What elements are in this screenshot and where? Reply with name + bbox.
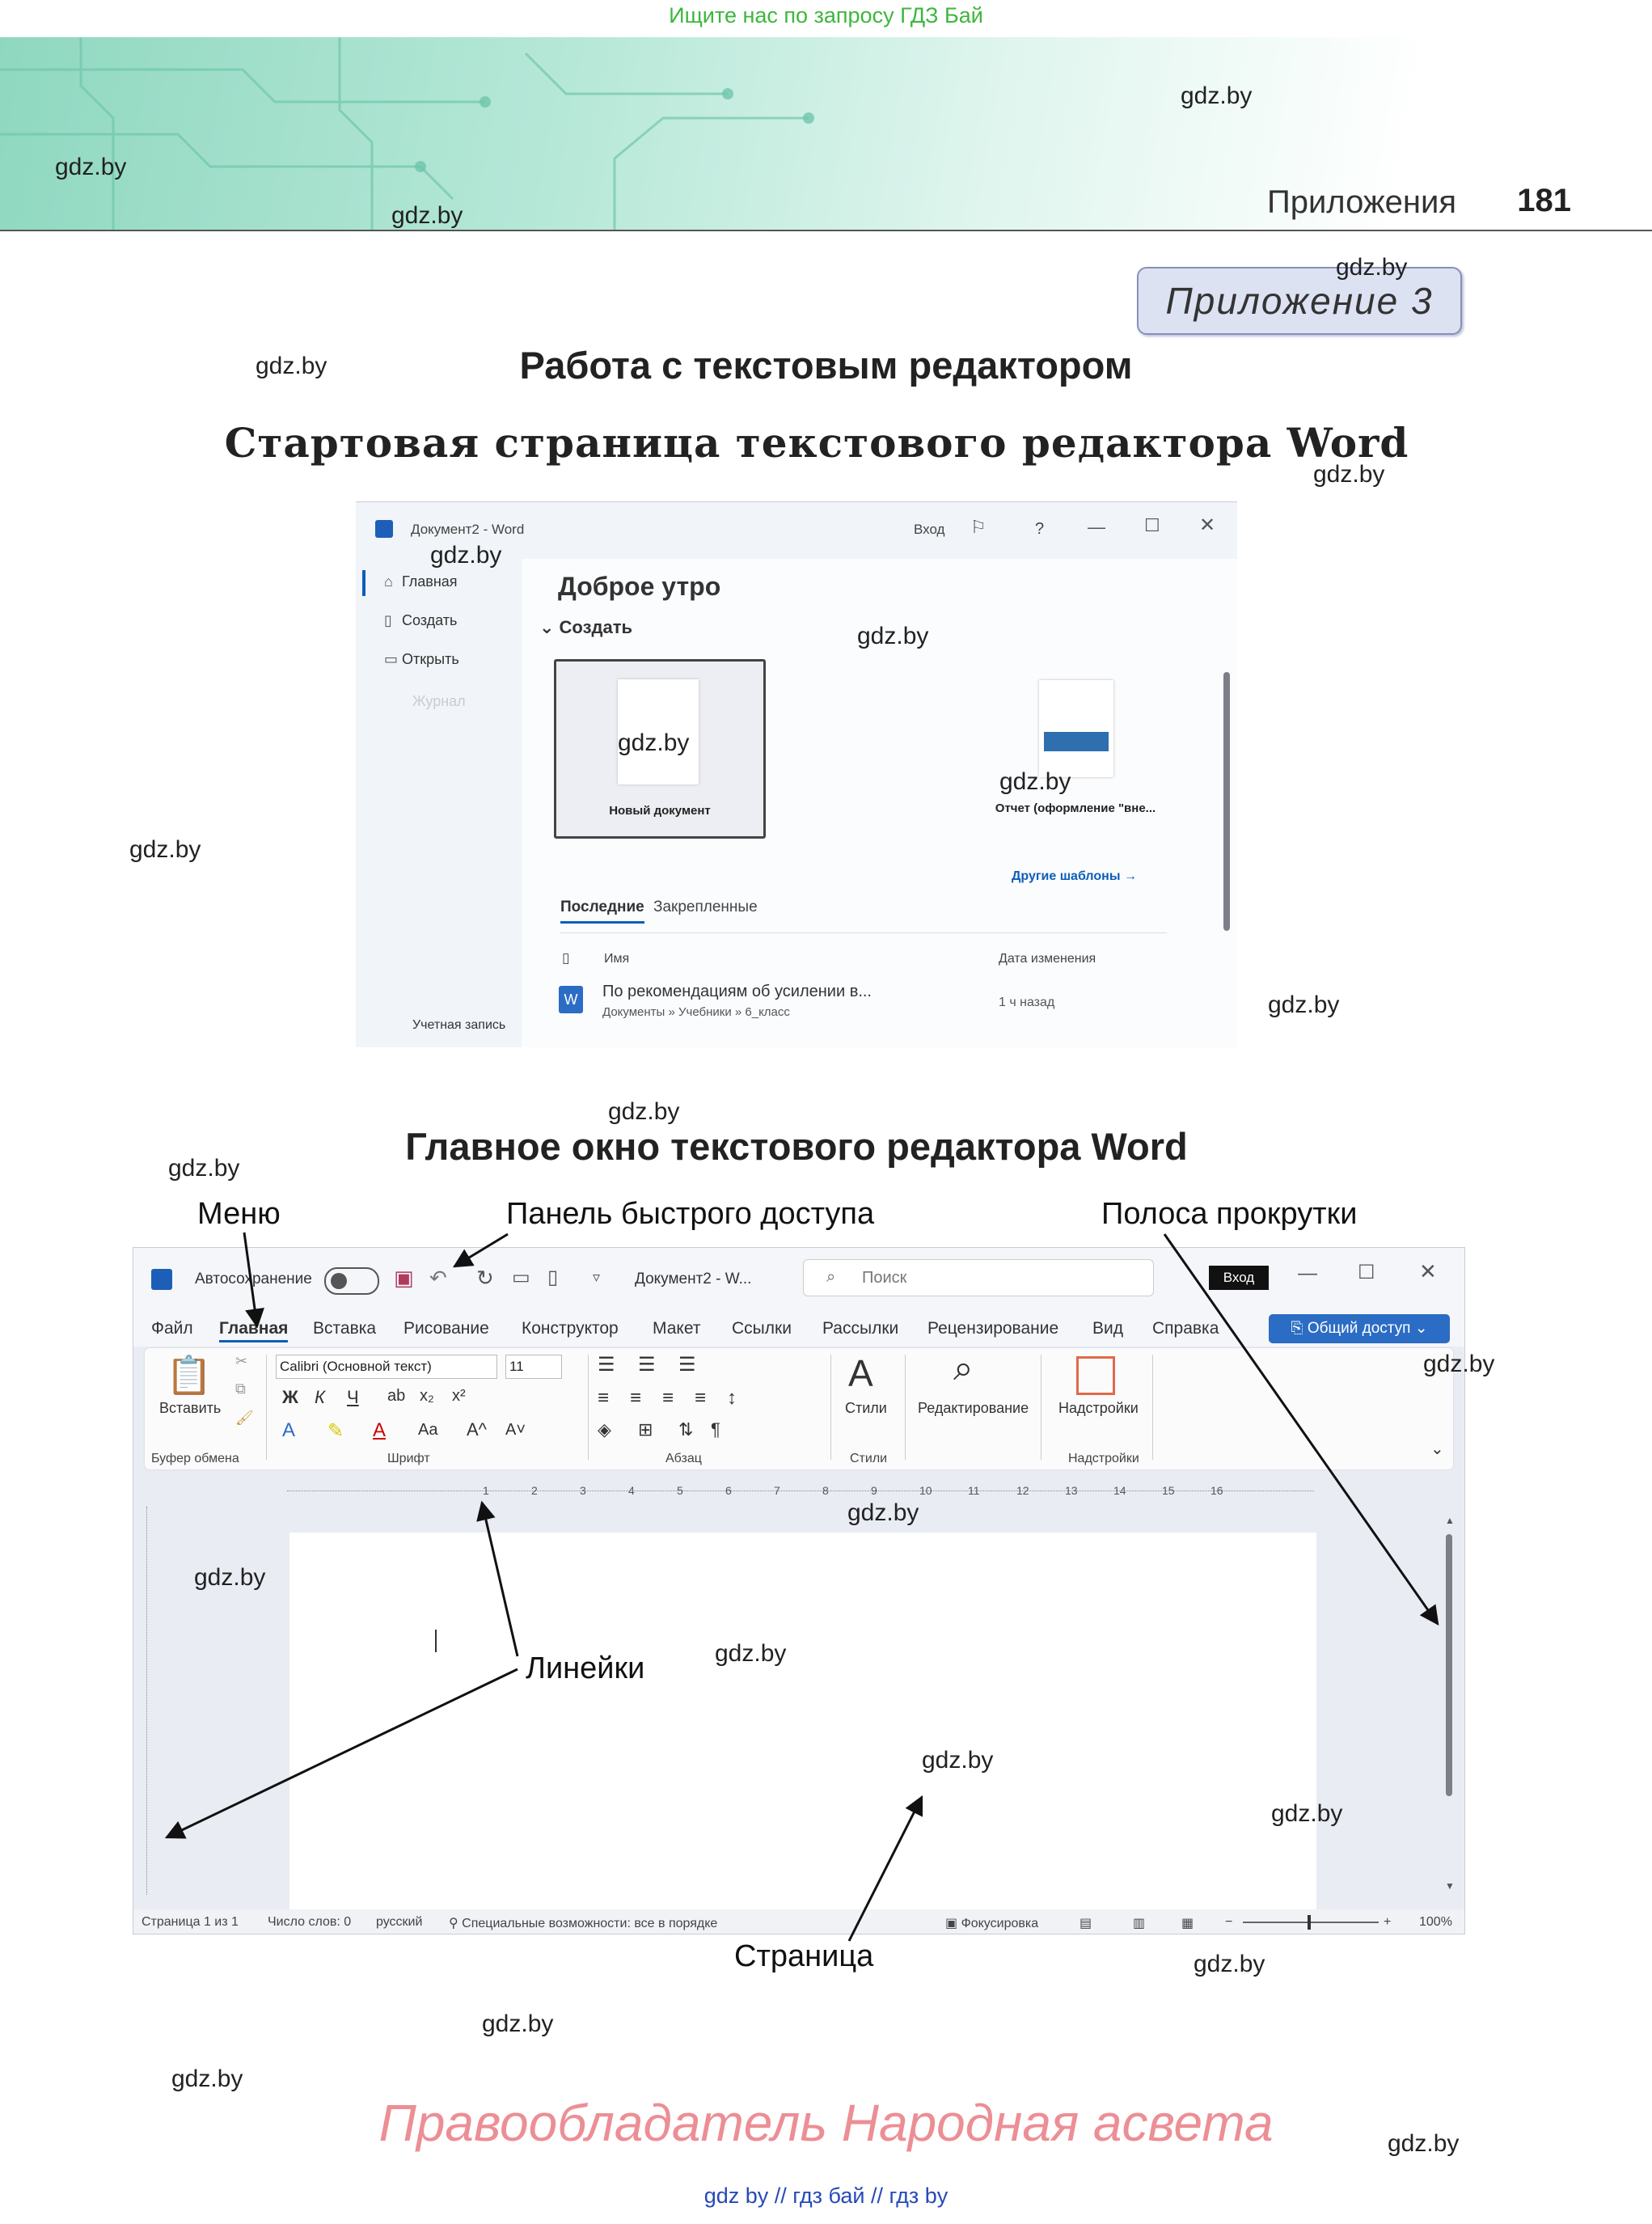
text-effects-icon[interactable]: A: [282, 1419, 296, 1441]
change-case-button[interactable]: Aa: [418, 1421, 438, 1439]
subscript-button[interactable]: x₂: [420, 1387, 434, 1405]
shading-icon[interactable]: ◈: [598, 1419, 611, 1440]
copyright: Правообладатель Народная асвета: [378, 2094, 1274, 2152]
watermark: gdz.by: [715, 1640, 787, 1667]
folder-icon: ▭: [384, 651, 399, 667]
status-language[interactable]: русский: [376, 1915, 423, 1929]
copy-icon[interactable]: ⧉: [235, 1380, 246, 1397]
maximize-icon[interactable]: ☐: [1144, 515, 1160, 535]
ruler-number: 11: [968, 1484, 980, 1497]
status-page[interactable]: Страница 1 из 1: [142, 1915, 239, 1929]
word-file-icon: W: [559, 986, 583, 1013]
share-label: Общий доступ: [1307, 1320, 1411, 1337]
editing-search-icon[interactable]: ⌕: [953, 1348, 974, 1388]
editing-button[interactable]: Редактирование: [918, 1400, 1029, 1416]
file-name: По рекомендациям об усилении в...: [602, 983, 872, 1000]
save-icon[interactable]: ▣: [394, 1266, 414, 1290]
watermark: gdz.by: [171, 2065, 243, 2092]
tab-pinned[interactable]: Закрепленные: [653, 898, 758, 915]
chevron-down-icon: ⌄: [539, 617, 560, 637]
minimize-icon[interactable]: —: [1088, 517, 1105, 537]
group-clipboard: Буфер обмена: [151, 1452, 239, 1465]
clipboard-icon[interactable]: 📋: [166, 1354, 213, 1396]
font-size-select[interactable]: 11: [505, 1355, 562, 1379]
tab-recent[interactable]: Последние: [560, 898, 644, 924]
justify-icon[interactable]: ≡: [695, 1387, 707, 1409]
addins-button[interactable]: Надстройки: [1058, 1400, 1139, 1416]
zoom-out-icon[interactable]: −: [1225, 1915, 1233, 1929]
search-icon: ⌕: [826, 1268, 836, 1286]
ruler-number: 7: [774, 1484, 780, 1497]
sidebar-label: Создать: [402, 612, 458, 628]
underline-button[interactable]: Ч: [347, 1387, 359, 1407]
ruler-number: 12: [1016, 1484, 1029, 1497]
main-window-title: Главное окно текстового редактора Word: [405, 1125, 1188, 1168]
focus-label: Фокусировка: [961, 1917, 1039, 1930]
file-date: 1 ч назад: [999, 996, 1055, 1009]
ruler-number: 4: [628, 1484, 635, 1497]
strikethrough-button[interactable]: ab: [387, 1387, 406, 1405]
sidebar-label: Главная: [402, 573, 458, 590]
multilevel-list-icon[interactable]: ☰: [678, 1354, 696, 1376]
document-title: Документ2 - W...: [635, 1271, 752, 1287]
top-note: Ищите нас по запросу ГДЗ Бай: [669, 3, 983, 27]
close-icon[interactable]: ✕: [1199, 514, 1216, 536]
watermark: gdz.by: [1268, 991, 1340, 1018]
label-scrollbar: Полоса прокрутки: [1101, 1197, 1358, 1231]
watermark: gdz.by: [482, 2010, 554, 2037]
align-left-icon[interactable]: ≡: [598, 1387, 610, 1409]
watermark: gdz.by: [430, 542, 502, 569]
shrink-font-button[interactable]: A˅: [505, 1421, 526, 1439]
group-styles: Стили: [850, 1452, 888, 1465]
signin-button[interactable]: Вход: [1209, 1266, 1269, 1290]
watermark: gdz.by: [129, 836, 201, 863]
borders-icon[interactable]: ⊞: [638, 1419, 653, 1440]
tab-references[interactable]: Ссылки: [732, 1319, 792, 1338]
column-name: Имя: [604, 952, 630, 966]
watermark: gdz.by: [168, 1155, 240, 1182]
tab-draw[interactable]: Рисование: [403, 1319, 489, 1338]
ruler-number: 10: [919, 1484, 932, 1497]
label-quick-access: Панель быстрого доступа: [506, 1197, 875, 1231]
home-icon: ⌂: [384, 573, 393, 590]
label-menu: Меню: [197, 1197, 281, 1231]
numbering-icon[interactable]: ☰: [638, 1354, 656, 1376]
start-page-title: Стартовая страница текстового редактора Word: [224, 419, 1409, 467]
redo-icon[interactable]: ↻: [476, 1266, 494, 1290]
watermark: gdz.by: [1313, 461, 1385, 488]
ruler-number: 8: [822, 1484, 829, 1497]
ruler-number: 14: [1113, 1484, 1126, 1497]
watermark: gdz.by: [1423, 1351, 1495, 1377]
print-layout-icon[interactable]: ▥: [1133, 1917, 1146, 1930]
sort-icon[interactable]: ⇅: [678, 1419, 694, 1440]
watermark: gdz.by: [922, 1747, 994, 1774]
bullets-icon[interactable]: ☰: [598, 1354, 615, 1376]
status-words[interactable]: Число слов: 0: [268, 1915, 352, 1929]
accessibility-icon: ⚲: [449, 1917, 463, 1930]
customize-qat-icon[interactable]: ▿: [593, 1269, 601, 1285]
scroll-up-icon[interactable]: ▲: [1445, 1515, 1455, 1526]
ruler-number: 5: [677, 1484, 683, 1497]
watermark: gdz.by: [1336, 254, 1408, 281]
watermark: gdz.by: [1194, 1951, 1265, 1977]
align-right-icon[interactable]: ≡: [662, 1387, 674, 1409]
tab-mailings[interactable]: Рассылки: [822, 1319, 899, 1338]
ruler-number: 16: [1210, 1484, 1223, 1497]
search-placeholder: Поиск: [862, 1269, 907, 1287]
watermark: gdz.by: [391, 202, 463, 229]
label-page: Страница: [734, 1939, 874, 1973]
group-paragraph: Абзац: [665, 1452, 702, 1465]
watermark: gdz.by: [857, 623, 929, 649]
greeting: Доброе утро: [558, 572, 721, 601]
focus-icon: ▣: [945, 1917, 961, 1930]
read-mode-icon[interactable]: ▤: [1080, 1917, 1092, 1930]
zoom-level[interactable]: 100%: [1419, 1915, 1452, 1929]
tab-help[interactable]: Справка: [1152, 1319, 1219, 1338]
superscript-button[interactable]: x²: [452, 1387, 466, 1405]
accessibility-label: Специальные возможности: все в порядке: [462, 1917, 718, 1930]
watermark: gdz.by: [194, 1564, 266, 1591]
maximize-icon[interactable]: ☐: [1358, 1262, 1375, 1283]
paste-button[interactable]: Вставить: [159, 1400, 222, 1416]
web-layout-icon[interactable]: ▦: [1181, 1917, 1194, 1930]
section-title: Работа с текстовым редактором: [519, 344, 1133, 387]
new-doc-icon[interactable]: ▯: [547, 1266, 559, 1288]
cut-icon[interactable]: ✂: [235, 1353, 248, 1369]
tab-home[interactable]: Главная: [219, 1319, 288, 1342]
zoom-in-icon[interactable]: +: [1384, 1915, 1392, 1929]
watermark: gdz.by: [55, 154, 127, 180]
grow-font-button[interactable]: A^: [467, 1419, 487, 1440]
watermark: gdz.by: [847, 1499, 919, 1526]
tab-design[interactable]: Конструктор: [522, 1319, 619, 1338]
more-templates-label: Другие шаблоны: [1012, 869, 1121, 883]
file-path: Документы » Учебники » 6_класс: [602, 1005, 790, 1019]
ruler-number: 15: [1162, 1484, 1175, 1497]
line-spacing-icon[interactable]: ↕: [727, 1387, 737, 1409]
document-icon: ▯: [384, 612, 392, 628]
start-window-title: Документ2 - Word: [411, 522, 525, 537]
arrow-menu: [244, 1233, 257, 1326]
collapse-ribbon-icon[interactable]: ⌄: [1430, 1440, 1444, 1458]
ruler-number: 13: [1065, 1484, 1078, 1497]
start-signin-button[interactable]: Вход: [914, 522, 945, 537]
open-folder-icon[interactable]: ▭: [512, 1266, 530, 1288]
arrow-ruler-horizontal: [482, 1503, 518, 1656]
tab-view[interactable]: Вид: [1092, 1319, 1123, 1338]
ruler-number: 3: [580, 1484, 586, 1497]
minimize-icon[interactable]: —: [1298, 1262, 1317, 1284]
pilcrow-icon[interactable]: ¶: [711, 1419, 720, 1440]
arrow-page: [849, 1797, 922, 1941]
page-number: 181: [1517, 183, 1571, 218]
font-color-icon[interactable]: A: [373, 1419, 387, 1441]
tab-layout[interactable]: Макет: [653, 1319, 701, 1338]
font-name-select[interactable]: Calibri (Основной текст): [276, 1355, 497, 1379]
create-heading: Создать: [559, 617, 633, 637]
format-painter-icon[interactable]: 🖌: [235, 1410, 254, 1426]
ruler-number: 2: [531, 1484, 538, 1497]
watermark: gdz.by: [256, 353, 327, 379]
styles-icon[interactable]: A: [848, 1352, 873, 1394]
watermark: gdz.by: [999, 768, 1071, 795]
close-icon[interactable]: ✕: [1419, 1259, 1437, 1283]
tab-review[interactable]: Рецензирование: [927, 1319, 1059, 1338]
help-button[interactable]: ?: [1035, 520, 1045, 538]
share-button[interactable]: ⎘ Общий доступ ⌄: [1269, 1314, 1450, 1343]
group-addins: Надстройки: [1068, 1452, 1139, 1465]
sidebar-label: Открыть: [402, 651, 459, 667]
ruler-number: 9: [871, 1484, 877, 1497]
doc-column-icon: ▯: [562, 950, 570, 966]
feedback-icon[interactable]: ⚐: [970, 517, 987, 537]
share-icon: ⎘: [1291, 1320, 1308, 1337]
undo-icon[interactable]: ↶: [429, 1266, 447, 1290]
sidebar-item-history[interactable]: Журнал: [412, 693, 466, 709]
ruler-number: 6: [725, 1484, 732, 1497]
watermark: gdz.by: [1271, 1800, 1343, 1827]
arrow-scrollbar: [1164, 1234, 1438, 1624]
tab-insert[interactable]: Вставка: [313, 1319, 377, 1338]
account-link[interactable]: Учетная запись: [412, 1018, 506, 1032]
footer-links[interactable]: gdz by // гдз бай // гдз by: [703, 2184, 949, 2208]
italic-button[interactable]: К: [315, 1387, 325, 1407]
scroll-down-icon[interactable]: ▼: [1445, 1880, 1455, 1892]
section-name: Приложения: [1266, 184, 1456, 220]
group-font: Шрифт: [387, 1452, 430, 1465]
watermark: gdz.by: [608, 1098, 680, 1125]
appendix-badge: Приложение 3: [1137, 267, 1462, 335]
highlight-icon[interactable]: ✎: [327, 1420, 344, 1442]
watermark: gdz.by: [1181, 82, 1253, 109]
column-date: Дата изменения: [999, 952, 1096, 966]
report-template-label: Отчет (оформление "вне...: [995, 801, 1156, 815]
arrow-quick-access: [454, 1234, 508, 1266]
bold-button[interactable]: Ж: [282, 1387, 298, 1407]
tab-file[interactable]: Файл: [151, 1319, 193, 1338]
watermark: gdz.by: [618, 729, 690, 756]
autosave-label: Автосохранение: [195, 1271, 312, 1287]
align-center-icon[interactable]: ≡: [630, 1387, 642, 1409]
styles-button[interactable]: Стили: [845, 1400, 887, 1416]
arrow-right-icon: →: [1123, 869, 1137, 883]
arrow-ruler-vertical: [167, 1669, 518, 1837]
ruler-number: 1: [483, 1484, 489, 1497]
watermark: gdz.by: [1388, 2130, 1460, 2157]
label-rulers: Линейки: [526, 1651, 645, 1685]
new-document-label: Новый документ: [609, 804, 711, 818]
